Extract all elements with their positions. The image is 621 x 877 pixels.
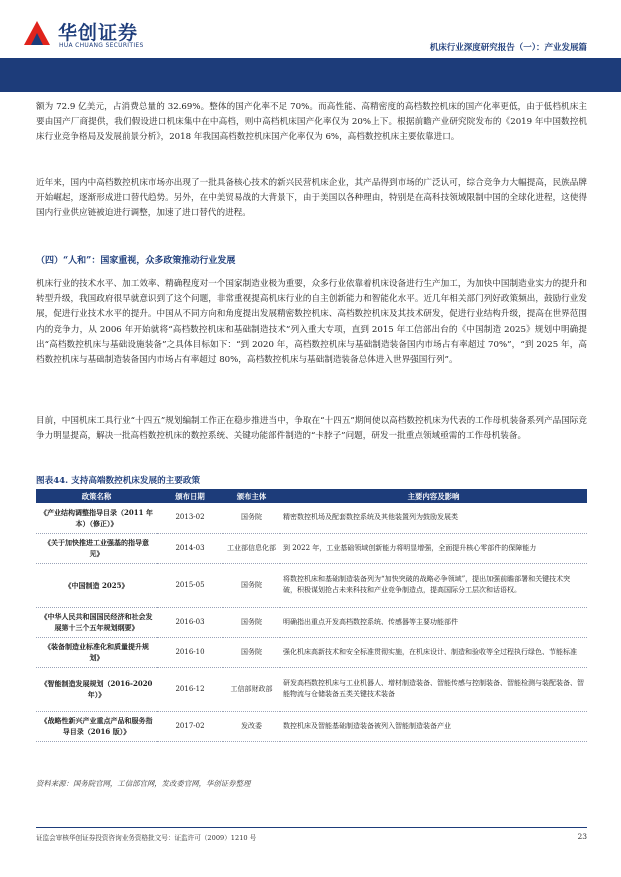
table-source: 资料来源：国务院官网，工信部官网，发改委官网，华创证券整理 <box>36 779 251 788</box>
paragraph: 近年来，国内中高档数控机床市场亦出现了一批具备核心技术的新兴民营机床企业，其产品得到市场的广泛认可，综合竞争力大幅提高，民族品牌开始崛起，逐渐形成进口替代趋势。另外，在中美贸易战的大背景下，由于美国以各种理由，特别是在高科技领域限制中国的全球化进程，这使得国内行业供应链被迫进行调整，加速了进口替代的进程。 <box>36 178 587 219</box>
policy-name: 《智能制造发展规划（2016-2020 年）》 <box>36 667 157 711</box>
table-header-row <box>36 489 587 503</box>
policy-name: 《中华人民共和国国民经济和社会发展第十三个五年规划纲要》 <box>36 607 157 637</box>
paragraph-block-2 <box>36 176 587 222</box>
column-header: 主要内容及影响 <box>280 489 587 503</box>
policy-issuer: 国务院 <box>223 607 280 637</box>
column-header: 颁布日期 <box>157 489 223 503</box>
policy-content: 到 2022 年，工业基础领域创新能力将明显增强，全面提升核心零部件的保障能力 <box>280 533 587 563</box>
paragraph: 机床行业的技术水平、加工效率、精确程度对一个国家制造业极为重要，众多行业依靠着机床设备进行生产加工，为加快中国制造业实力的提升和转型升级，我国政府很早就意识到了这个问题，非常重视提高机床行业的自主创新能力和智能化水平。近几年相关部门列好政策频出，鼓励行业发展，促进行业技术水平的提升。中国从不同方向和角度提出发展精密数控机床、高档数控机床及其技术研发，促进行业结构升级，提高在世界范围内的竞争力，从 2006 年开始就将“高档数控机床和基础制造技术”列入重大专项，直到 2015 年工信部出台的《中国制造 2025》规划中明确提出“高档数控机床与基础设施装备”之具体目标如下：“到 2020 年，高档数控机床与基础制造装备国内市场占有率超过 70%”，“到 2025 年，高档数控机床与基础制造装备国内市场占有率超过 80%，高档数控机床与基础制造装备总体进入世界强国行列”。 <box>36 279 587 366</box>
table-row <box>36 563 587 607</box>
policy-name: 《中国制造 2025》 <box>36 563 157 607</box>
policy-content: 将数控机床和基础制造装备列为“加快突破的战略必争领域”，提出加强前瞻部署和关键技术突破，积极谋划抢占未来科技和产业竞争制造点，提高国际分工层次和话语权。 <box>280 563 587 607</box>
company-logo <box>22 17 162 51</box>
table-row <box>36 667 587 711</box>
policy-issuer: 工业部信息化部 <box>223 533 280 563</box>
policy-content: 明确指出重点开发高档数控系统、传感器等主要功能部件 <box>280 607 587 637</box>
company-name-en: HUA CHUANG SECURITIES <box>59 42 144 49</box>
paragraph-block-1 <box>36 100 587 146</box>
report-title: 机床行业深度研究报告（一）：产业发展篇 <box>429 43 587 53</box>
policy-name: 《战略性新兴产业重点产品和服务指导目录（2016 版）》 <box>36 711 157 741</box>
table-row <box>36 503 587 533</box>
policy-date: 2017-02 <box>157 711 223 741</box>
policy-name: 《装备制造业标准化和质量提升规划》 <box>36 637 157 667</box>
policy-date: 2013-02 <box>157 503 223 533</box>
column-header: 政策名称 <box>36 489 157 503</box>
policy-issuer: 国务院 <box>223 503 280 533</box>
policy-table <box>36 489 587 742</box>
footer-disclaimer: 证监会审核华创证券投资咨询业务资格批文号：证监许可（2009）1210 号 <box>36 834 257 842</box>
column-header: 颁布主体 <box>223 489 280 503</box>
policy-date: 2014-03 <box>157 533 223 563</box>
page-number: 23 <box>577 832 587 841</box>
footer-divider <box>36 827 587 828</box>
company-name-cn: 华创证券 <box>58 22 139 44</box>
policy-content: 数控机床及智能基础制造装备被列入智能制造装备产业 <box>280 711 587 741</box>
policy-content: 研发高档数控机床与工业机器人、增材制造装备、智能传感与控制装备、智能检测与装配装备、智能物流与仓储装备五类关键技术装备 <box>280 667 587 711</box>
policy-content: 精密数控机场及配套数控系统及其他装置列为鼓励发展类 <box>280 503 587 533</box>
policy-date: 2016-12 <box>157 667 223 711</box>
policy-date: 2015-05 <box>157 563 223 607</box>
section-heading: （四）“人和”：国家重视，众多政策推动行业发展 <box>36 256 236 266</box>
table-row <box>36 533 587 563</box>
policy-issuer: 国务院 <box>223 637 280 667</box>
policy-issuer: 发改委 <box>223 711 280 741</box>
paragraph: 目前，中国机床工具行业“十四五”规划编制工作正在稳步推进当中，争取在“十四五”期间使以高档数控机床为代表的工作母机装备系列产品国际竞争力明显提高，解决一批高档数控机床的数控系统、关键功能部件制造的“卡脖子”问题，研发一批重点领域亟需的工作母机装备。 <box>36 416 587 442</box>
table-row <box>36 711 587 741</box>
policy-content: 强化机床高新技术和安全标准贯彻实施，在机床设计、制造和验收等全过程执行绿色、节能标准 <box>280 637 587 667</box>
policy-issuer: 国务院 <box>223 563 280 607</box>
paragraph: 额为 72.9 亿美元，占消费总量的 32.69%。整体的国产化率不足 70%。而高性能、高精密度的高档数控机床的国产化率更低，由于低档机床主要由国产厂商提供，我们假设进口机床集中在中高档，则中高档机床国产化率仅为 20%上下。根据前瞻产业研究院发布的《2019 年中国数控机床行业竞争格局及发展前景分析》，2018 年我国高档数控机床国产化率仅为 6%，高档数控机床主要依靠进口。 <box>36 102 587 143</box>
table-row <box>36 637 587 667</box>
table-row <box>36 607 587 637</box>
policy-issuer: 工信部财政部 <box>223 667 280 711</box>
table-caption: 图表44. 支持高端数控机床发展的主要政策 <box>36 476 201 486</box>
paragraph-block-4 <box>36 414 587 444</box>
logo-mark-icon <box>22 17 52 47</box>
paragraph-block-3 <box>36 277 587 368</box>
policy-name: 《产业结构调整指导目录（2011 年本）（修正）》 <box>36 503 157 533</box>
policy-name: 《关于加快推进工业强基的指导意见》 <box>36 533 157 563</box>
policy-date: 2016-10 <box>157 637 223 667</box>
policy-date: 2016-03 <box>157 607 223 637</box>
header-band <box>0 58 621 92</box>
